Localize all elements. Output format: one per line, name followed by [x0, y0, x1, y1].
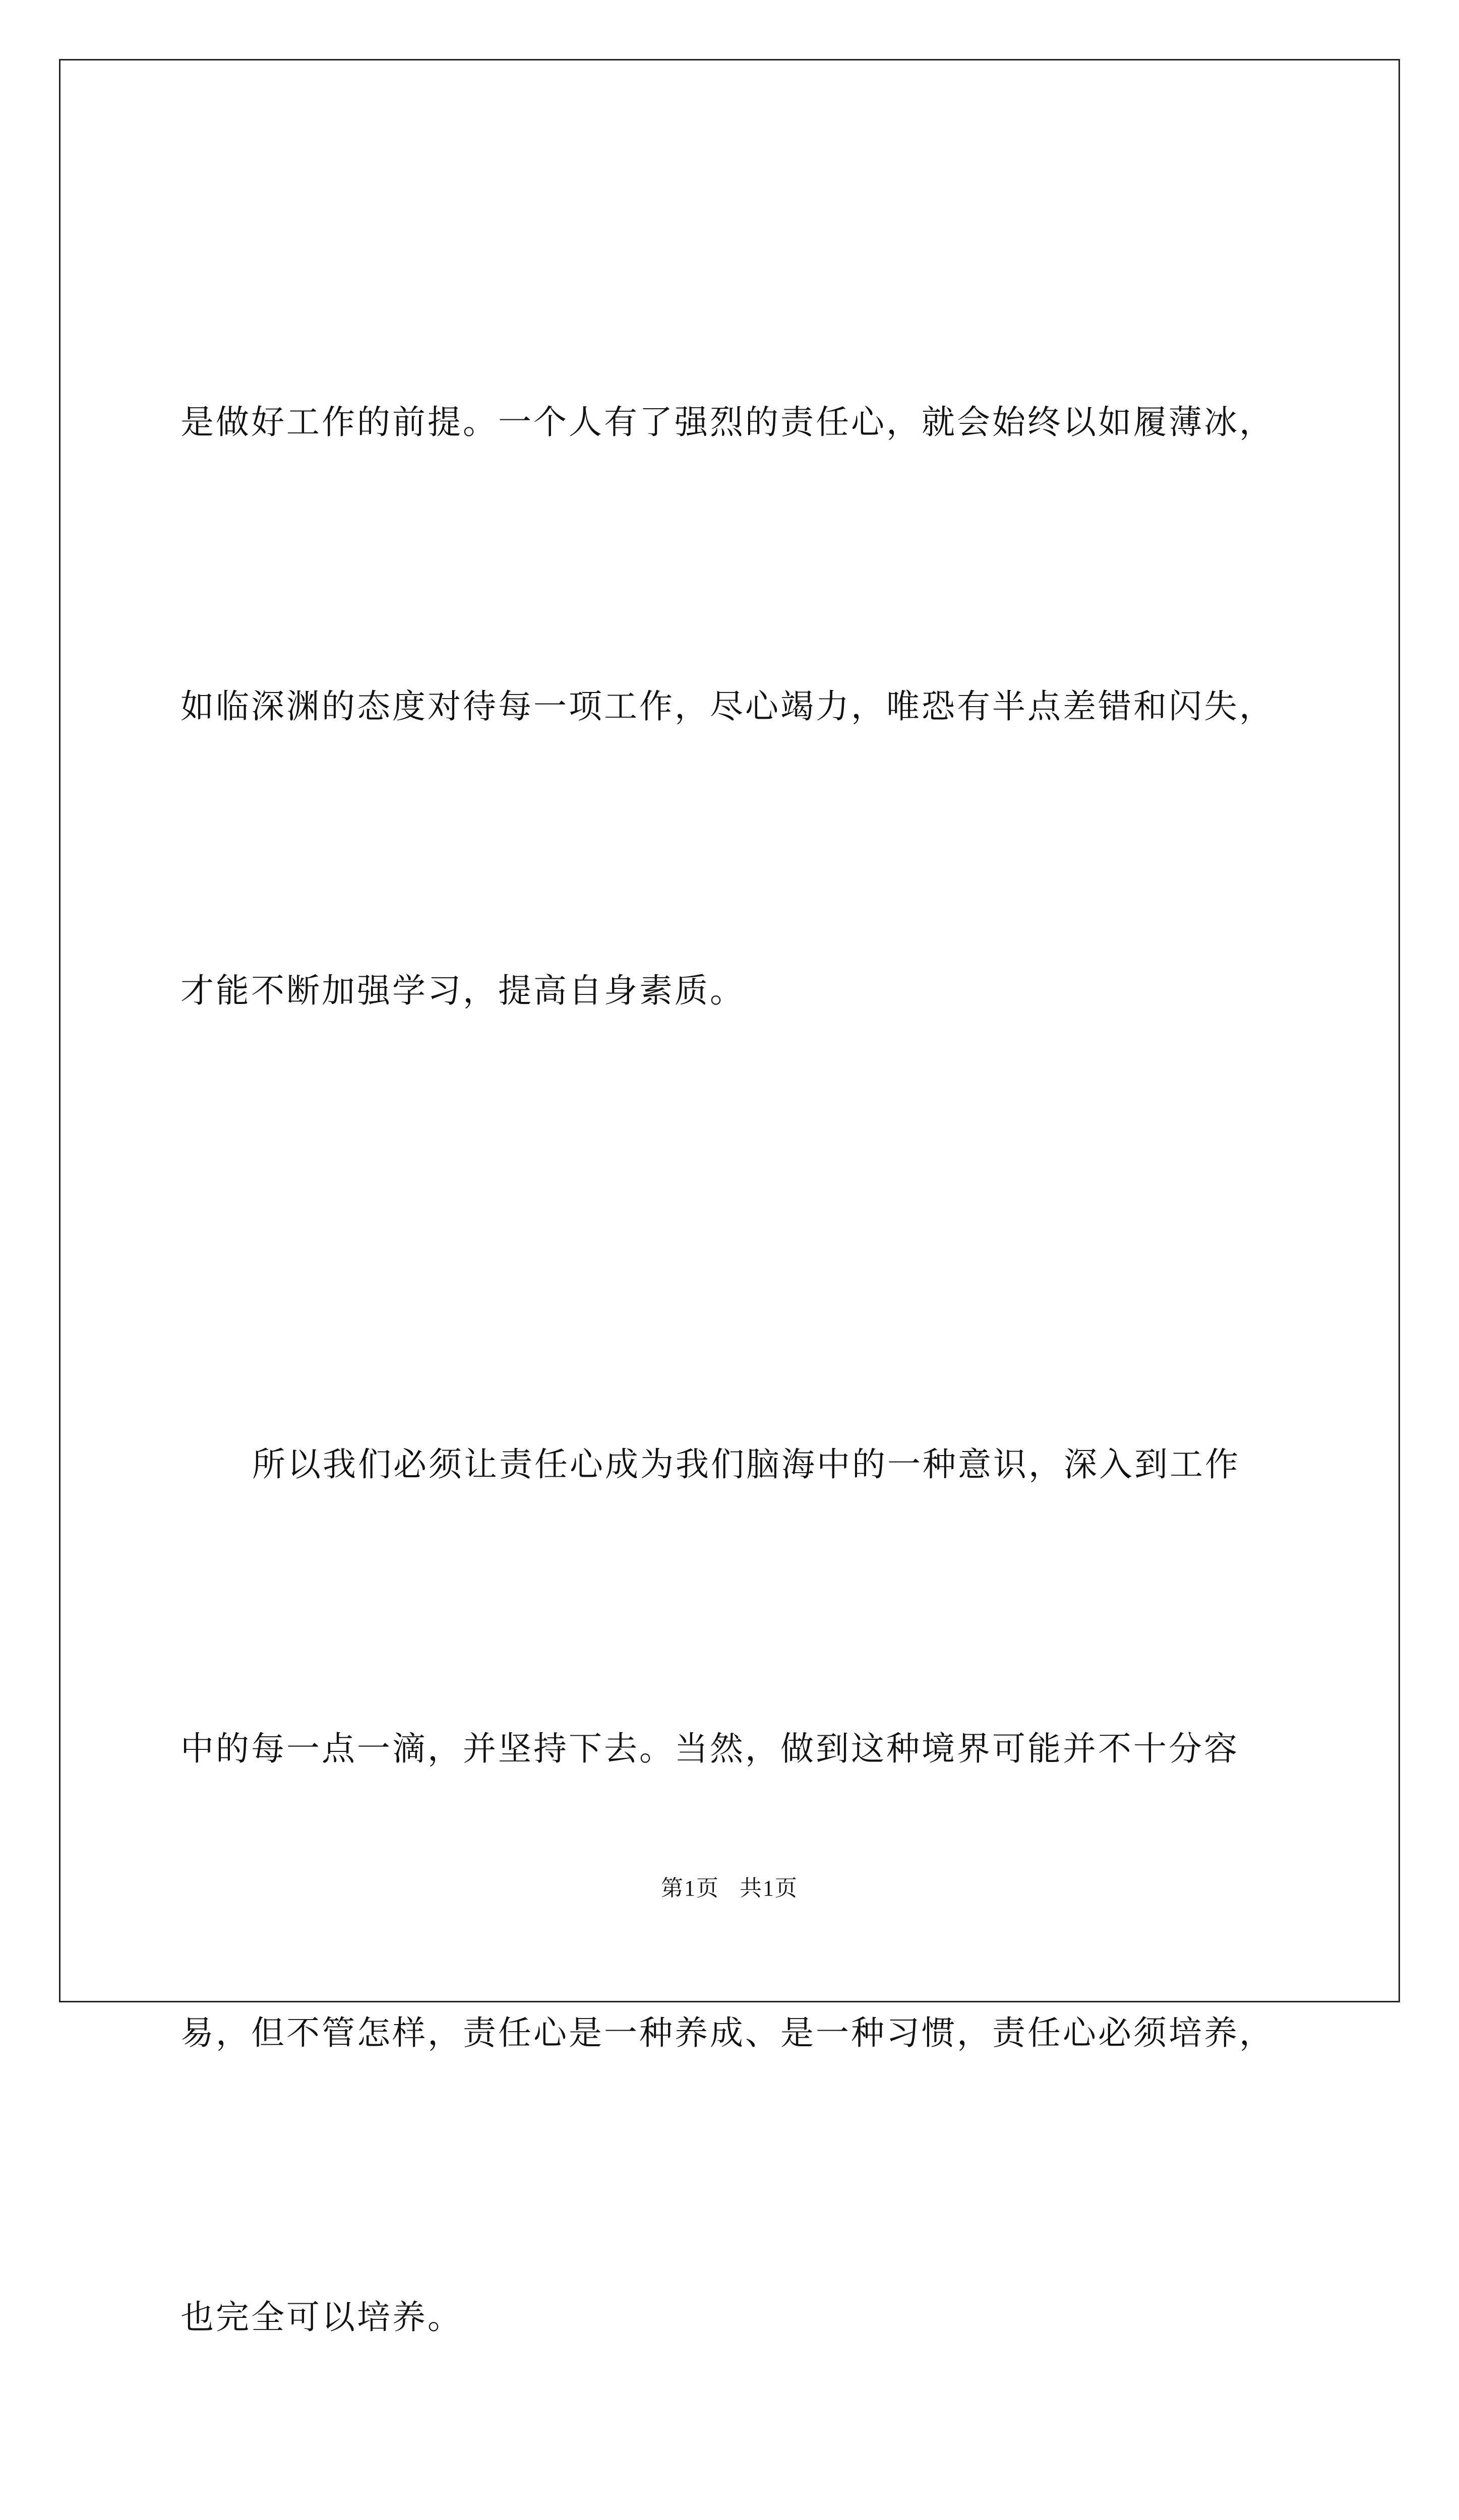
page-number: 第1页	[661, 1876, 719, 1901]
text-line: 如临深渊的态度对待每一项工作，尽心竭力，唯恐有半点差错和闪失，	[180, 687, 1274, 726]
text-line: 也完全可以培养。	[180, 2298, 463, 2337]
page-footer	[0, 1870, 1459, 1902]
document-body	[180, 185, 1315, 2520]
paragraph-1	[180, 185, 1315, 1228]
text-line: 中的每一点一滴，并坚持下去。当然，做到这种境界可能并不十分容	[180, 1729, 1239, 1768]
text-line: 才能不断加强学习，提高自身素质。	[180, 971, 745, 1010]
page-total: 共1页	[740, 1876, 798, 1901]
text-line: 易，但不管怎样，责任心是一种养成、是一种习惯，责任心必须培养，	[180, 2013, 1274, 2052]
text-line: 所以我们必须让责任心成为我们脑海中的一种意识，深入到工作	[252, 1445, 1240, 1484]
text-line: 是做好工作的前提。一个人有了强烈的责任心，就会始终以如履薄冰，	[180, 403, 1274, 442]
